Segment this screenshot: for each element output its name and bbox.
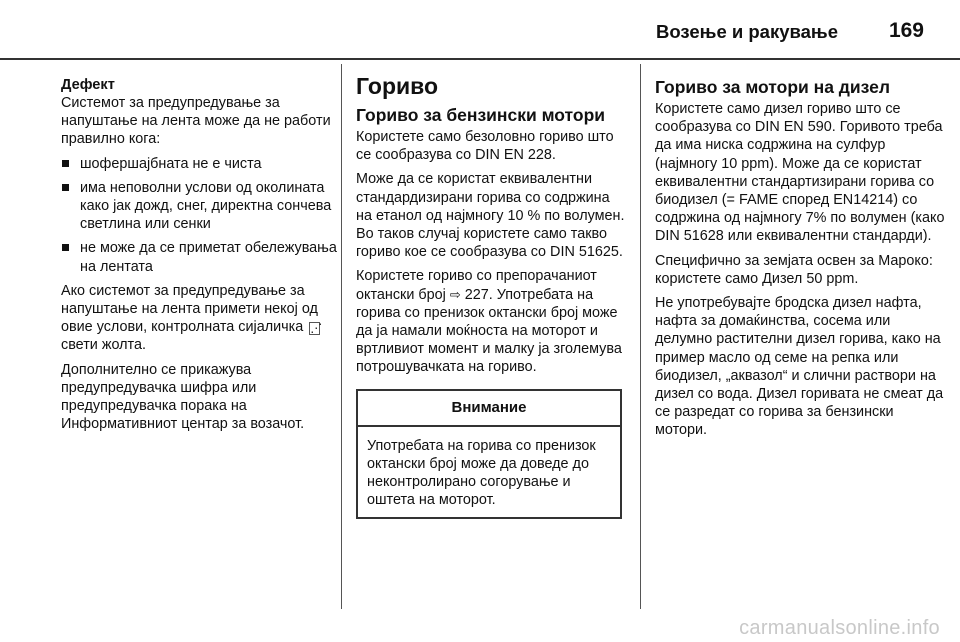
bullet-icon: [62, 160, 69, 167]
warning-title: Внимание: [358, 391, 620, 427]
paragraph: Системот за предупредување за напуштање на лента може да не работи правилно кога:: [61, 95, 331, 148]
list-item: не може да се приметат обележувања на лентата: [61, 239, 337, 275]
section-heading-fault: Дефект: [61, 77, 115, 93]
list-item: шофершајбната не е чиста: [61, 155, 337, 173]
page-header: [0, 0, 960, 58]
warning-body: [358, 427, 620, 518]
watermark: carmanualsonline.info: [739, 617, 940, 639]
column-2: [356, 64, 626, 519]
header-title: Возење и ракување: [656, 21, 838, 42]
warning-box: [356, 389, 622, 520]
paragraph: Не употребувајте бродска дизел нафта, нафта за домаќинства, сосема или делумно растителни дизел горива, како на пример масло од семе на репка или биодизел, „аквазол“ и слични раствори на дизел со вода. Дизел горивата не смеат да се разредат со горива за бензински мотори.: [655, 295, 944, 439]
paragraph: Користете само дизел гориво што се сообразува со DIN EN 590. Горивото треба да има ниска содржина на сулфур (најмногу 10 ppm). Може да се користат еквивалентни стандартизирани горива со биодизел (= FAME според EN14214) со содржина од најмногу 7% по волумен (како DIN 51628 или еквивалентни стандарди).: [655, 101, 945, 245]
column-divider-2: [640, 64, 641, 609]
subheading-petrol-fuel: Гориво за бензински мотори: [356, 105, 606, 125]
paragraph: Специфично за земјата освен за Мароко: користете само Дизел 50 ppm.: [655, 252, 933, 287]
paragraph: Може да се користат еквивалентни стандардизирани горива со содржина на етанол од најмногу 10 % по волумен. Во таков случај користете само такво гориво кое се сообразува со DIN 51625.: [356, 171, 625, 261]
paragraph: Користете гориво со препорачаниот октански број ⇨ 227. Употребата на горива со пренизок октански број може да ја намали моќноста на моторот и вртливиот момент и малку ја зголемува потрошувачката на гориво.: [356, 268, 622, 376]
section-heading-diesel-fuel: Гориво за мотори на дизел: [655, 77, 890, 97]
page-reference-link[interactable]: 227: [464, 286, 489, 303]
column-3: [655, 64, 945, 446]
bullet-icon: [62, 244, 69, 251]
warning-text: Употребата на горива со пренизок октански број може да доведе до неконтролирано согорување и оштета на моторот.: [367, 437, 596, 509]
bullet-list: [61, 155, 337, 276]
header-divider: [0, 58, 960, 60]
paragraph: Дополнително се прикажува предупредувачка шифра или предупредувачка порака на Информативниот центар за возачот.: [61, 361, 305, 433]
section-heading-fuel: Гориво: [356, 73, 439, 99]
list-item: има неповолни услови од околината како јак дожд, снег, директна сончева светлина или сенки: [61, 179, 337, 234]
paragraph: Користете само безоловно гориво што се сообразува со DIN EN 228.: [356, 129, 614, 164]
paragraph: Ако системот за предупредување за напуштање на лента примети некој од овие услови, контролната сијаличка ⋰ свети жолта.: [61, 282, 323, 354]
column-1: [61, 64, 337, 439]
page-number: 169: [888, 19, 924, 42]
column-divider-1: [341, 64, 342, 609]
page-reference-icon: ⇨: [449, 286, 461, 302]
lane-departure-indicator-icon: ⋰: [310, 321, 323, 336]
bullet-icon: [62, 184, 69, 191]
